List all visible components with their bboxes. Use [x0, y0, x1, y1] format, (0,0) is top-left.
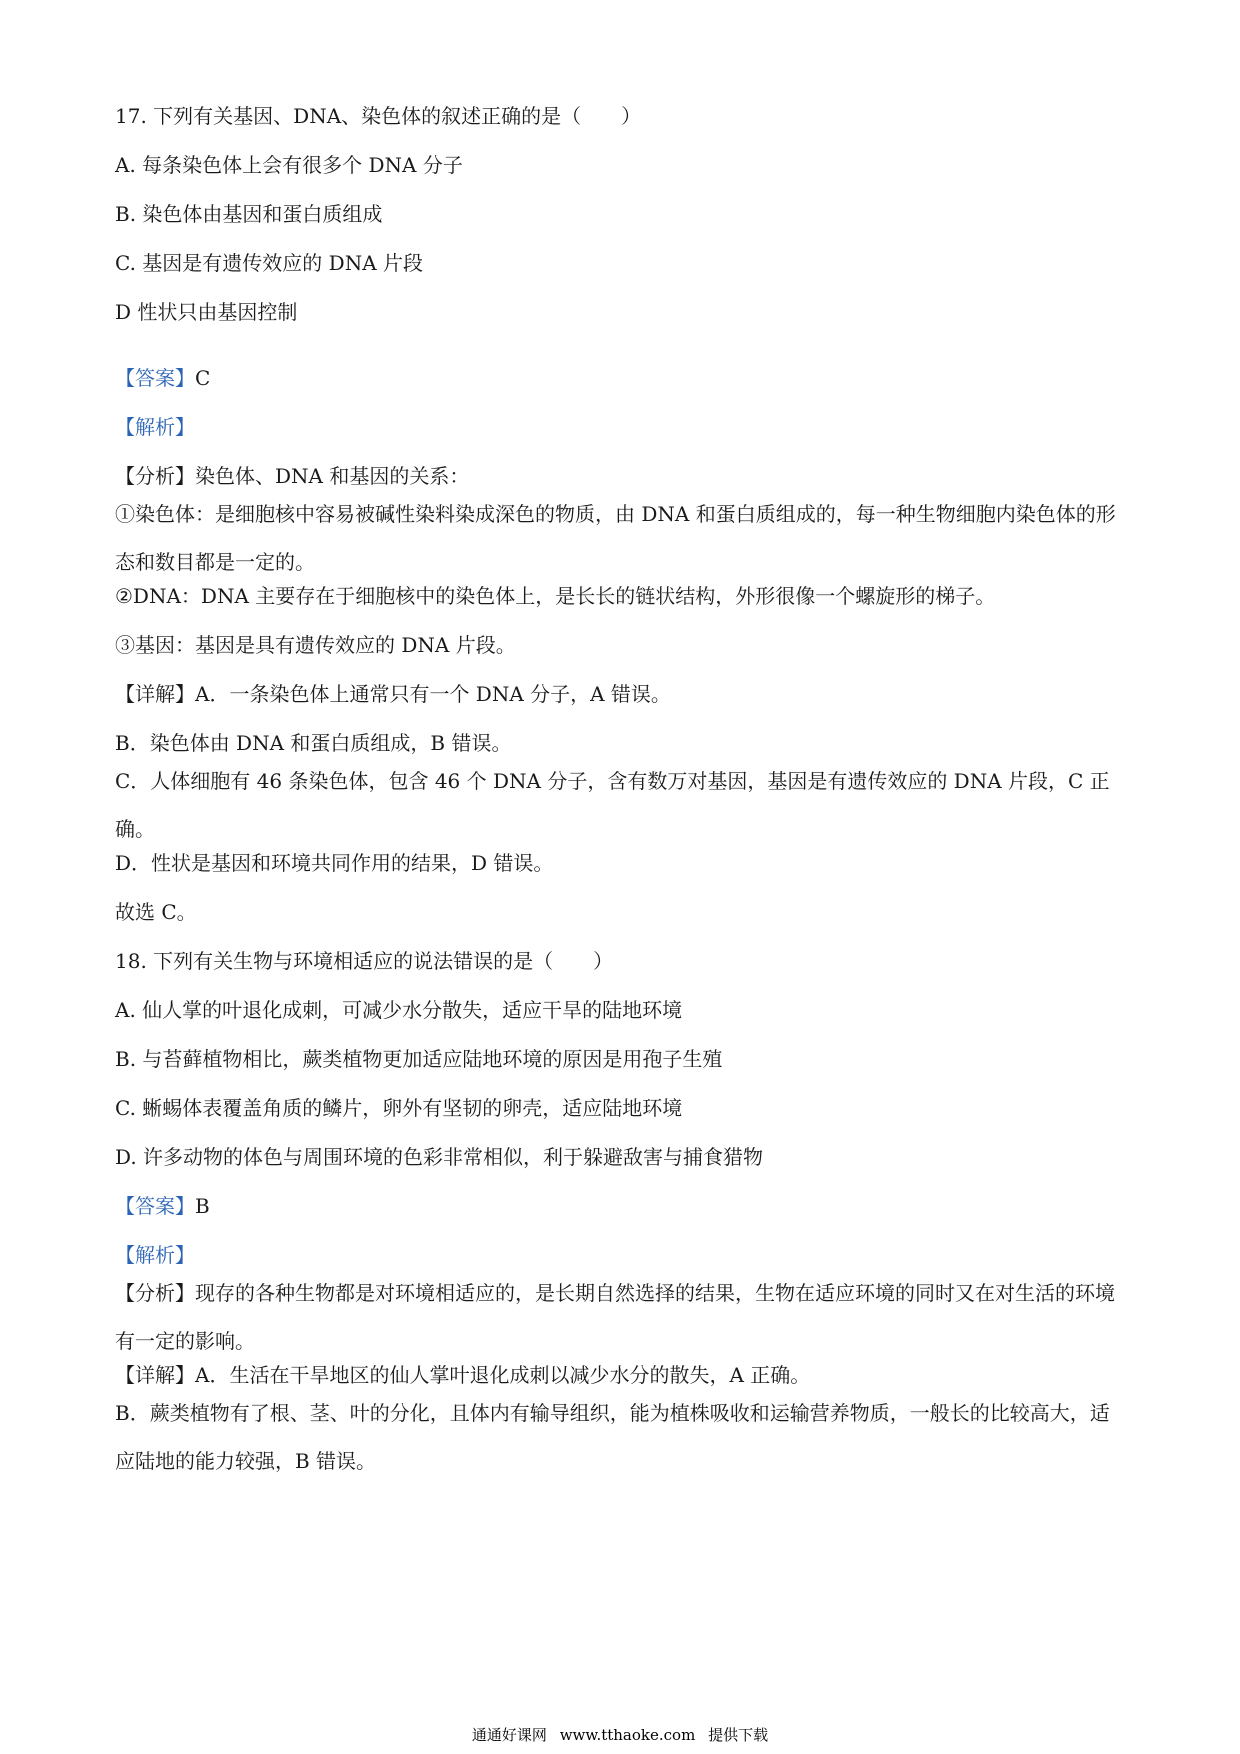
- question-18-analysis-tag: [115, 1241, 1125, 1269]
- fenxi-text: 现存的各种生物都是对环境相适应的，是长期自然选择的结果，生物在适应环境的同时又在对生活的环境有一定的影响。: [115, 1281, 1115, 1353]
- question-17-conclusion: 故选 C。: [115, 900, 197, 924]
- question-17-answer: [115, 364, 1125, 392]
- footer-download: 提供下载: [708, 1726, 769, 1744]
- answer-value: C: [195, 366, 211, 390]
- question-18-option-c: C. 蜥蜴体表覆盖角质的鳞片，卵外有坚韧的卵壳，适应陆地环境: [115, 1096, 683, 1120]
- fenxi-tag: 【分析】: [115, 464, 195, 488]
- answer-tag: 【答案】: [115, 1194, 195, 1218]
- question-17-stem: 17. 下列有关基因、DNA、染色体的叙述正确的是（ ）: [115, 104, 642, 128]
- question-17-point-2: ②DNA：DNA 主要存在于细胞核中的染色体上，是长长的链状结构，外形很像一个螺旋形的梯子。: [115, 584, 996, 608]
- question-17-xiangjie-b: B．染色体由 DNA 和蛋白质组成，B 错误。: [115, 731, 512, 755]
- question-17-option-a: A. 每条染色体上会有很多个 DNA 分子: [115, 153, 463, 177]
- question-17-analysis-tag: [115, 413, 1125, 441]
- answer-value: B: [195, 1194, 210, 1218]
- question-17-option-d: D 性状只由基因控制: [115, 300, 298, 324]
- question-17-point-3: ③基因：基因是具有遗传效应的 DNA 片段。: [115, 633, 516, 657]
- question-18-xiangjie-b: B．蕨类植物有了根、茎、叶的分化，且体内有输导组织，能为植株吸收和运输营养物质，一般长的比较高大，适应陆地的能力较强，B 错误。: [115, 1401, 1110, 1473]
- question-18-fenxi: [115, 1269, 1125, 1365]
- question-18-option-d: D. 许多动物的体色与周围环境的色彩非常相似，利于躲避敌害与捕食猎物: [115, 1145, 764, 1169]
- footer-url[interactable]: www.tthaoke.com: [559, 1726, 696, 1744]
- question-18-option-a: A. 仙人掌的叶退化成刺，可减少水分散失，适应干旱的陆地环境: [115, 998, 683, 1022]
- analysis-tag: 【解析】: [115, 1243, 195, 1267]
- question-17-point-1: ①染色体：是细胞核中容易被碱性染料染成深色的物质，由 DNA 和蛋白质组成的，每一种生物细胞内染色体的形态和数目都是一定的。: [115, 502, 1116, 574]
- xiangjie-tag: 【详解】: [115, 1363, 195, 1387]
- question-17-fenxi: [115, 462, 1125, 490]
- footer-site-name: 通通好课网: [471, 1726, 547, 1744]
- xiangjie-a-text: A．生活在干旱地区的仙人掌叶退化成刺以减少水分的散失，A 正确。: [195, 1363, 811, 1387]
- fenxi-text: 染色体、DNA 和基因的关系：: [195, 464, 470, 488]
- xiangjie-tag: 【详解】: [115, 682, 195, 706]
- question-17-xiangjie-c: C．人体细胞有 46 条染色体，包含 46 个 DNA 分子，含有数万对基因，基因是有遗传效应的 DNA 片段，C 正确。: [115, 769, 1110, 841]
- analysis-tag: 【解析】: [115, 415, 195, 439]
- question-18-answer: [115, 1192, 1125, 1220]
- question-17-xiangjie-d: D．性状是基因和环境共同作用的结果，D 错误。: [115, 851, 554, 875]
- question-17-option-c: C. 基因是有遗传效应的 DNA 片段: [115, 251, 423, 275]
- question-18-option-b: B. 与苔藓植物相比，蕨类植物更加适应陆地环境的原因是用孢子生殖: [115, 1047, 723, 1071]
- question-17-xiangjie-a: [115, 680, 1125, 708]
- xiangjie-a-text: A．一条染色体上通常只有一个 DNA 分子，A 错误。: [195, 682, 671, 706]
- question-17-option-b: B. 染色体由基因和蛋白质组成: [115, 202, 383, 226]
- answer-tag: 【答案】: [115, 366, 195, 390]
- document-content: [115, 102, 1125, 1485]
- fenxi-tag: 【分析】: [115, 1281, 195, 1305]
- page-footer: [0, 1724, 1240, 1746]
- question-18-stem: 18. 下列有关生物与环境相适应的说法错误的是（ ）: [115, 949, 614, 973]
- question-18-xiangjie-a: [115, 1361, 1125, 1389]
